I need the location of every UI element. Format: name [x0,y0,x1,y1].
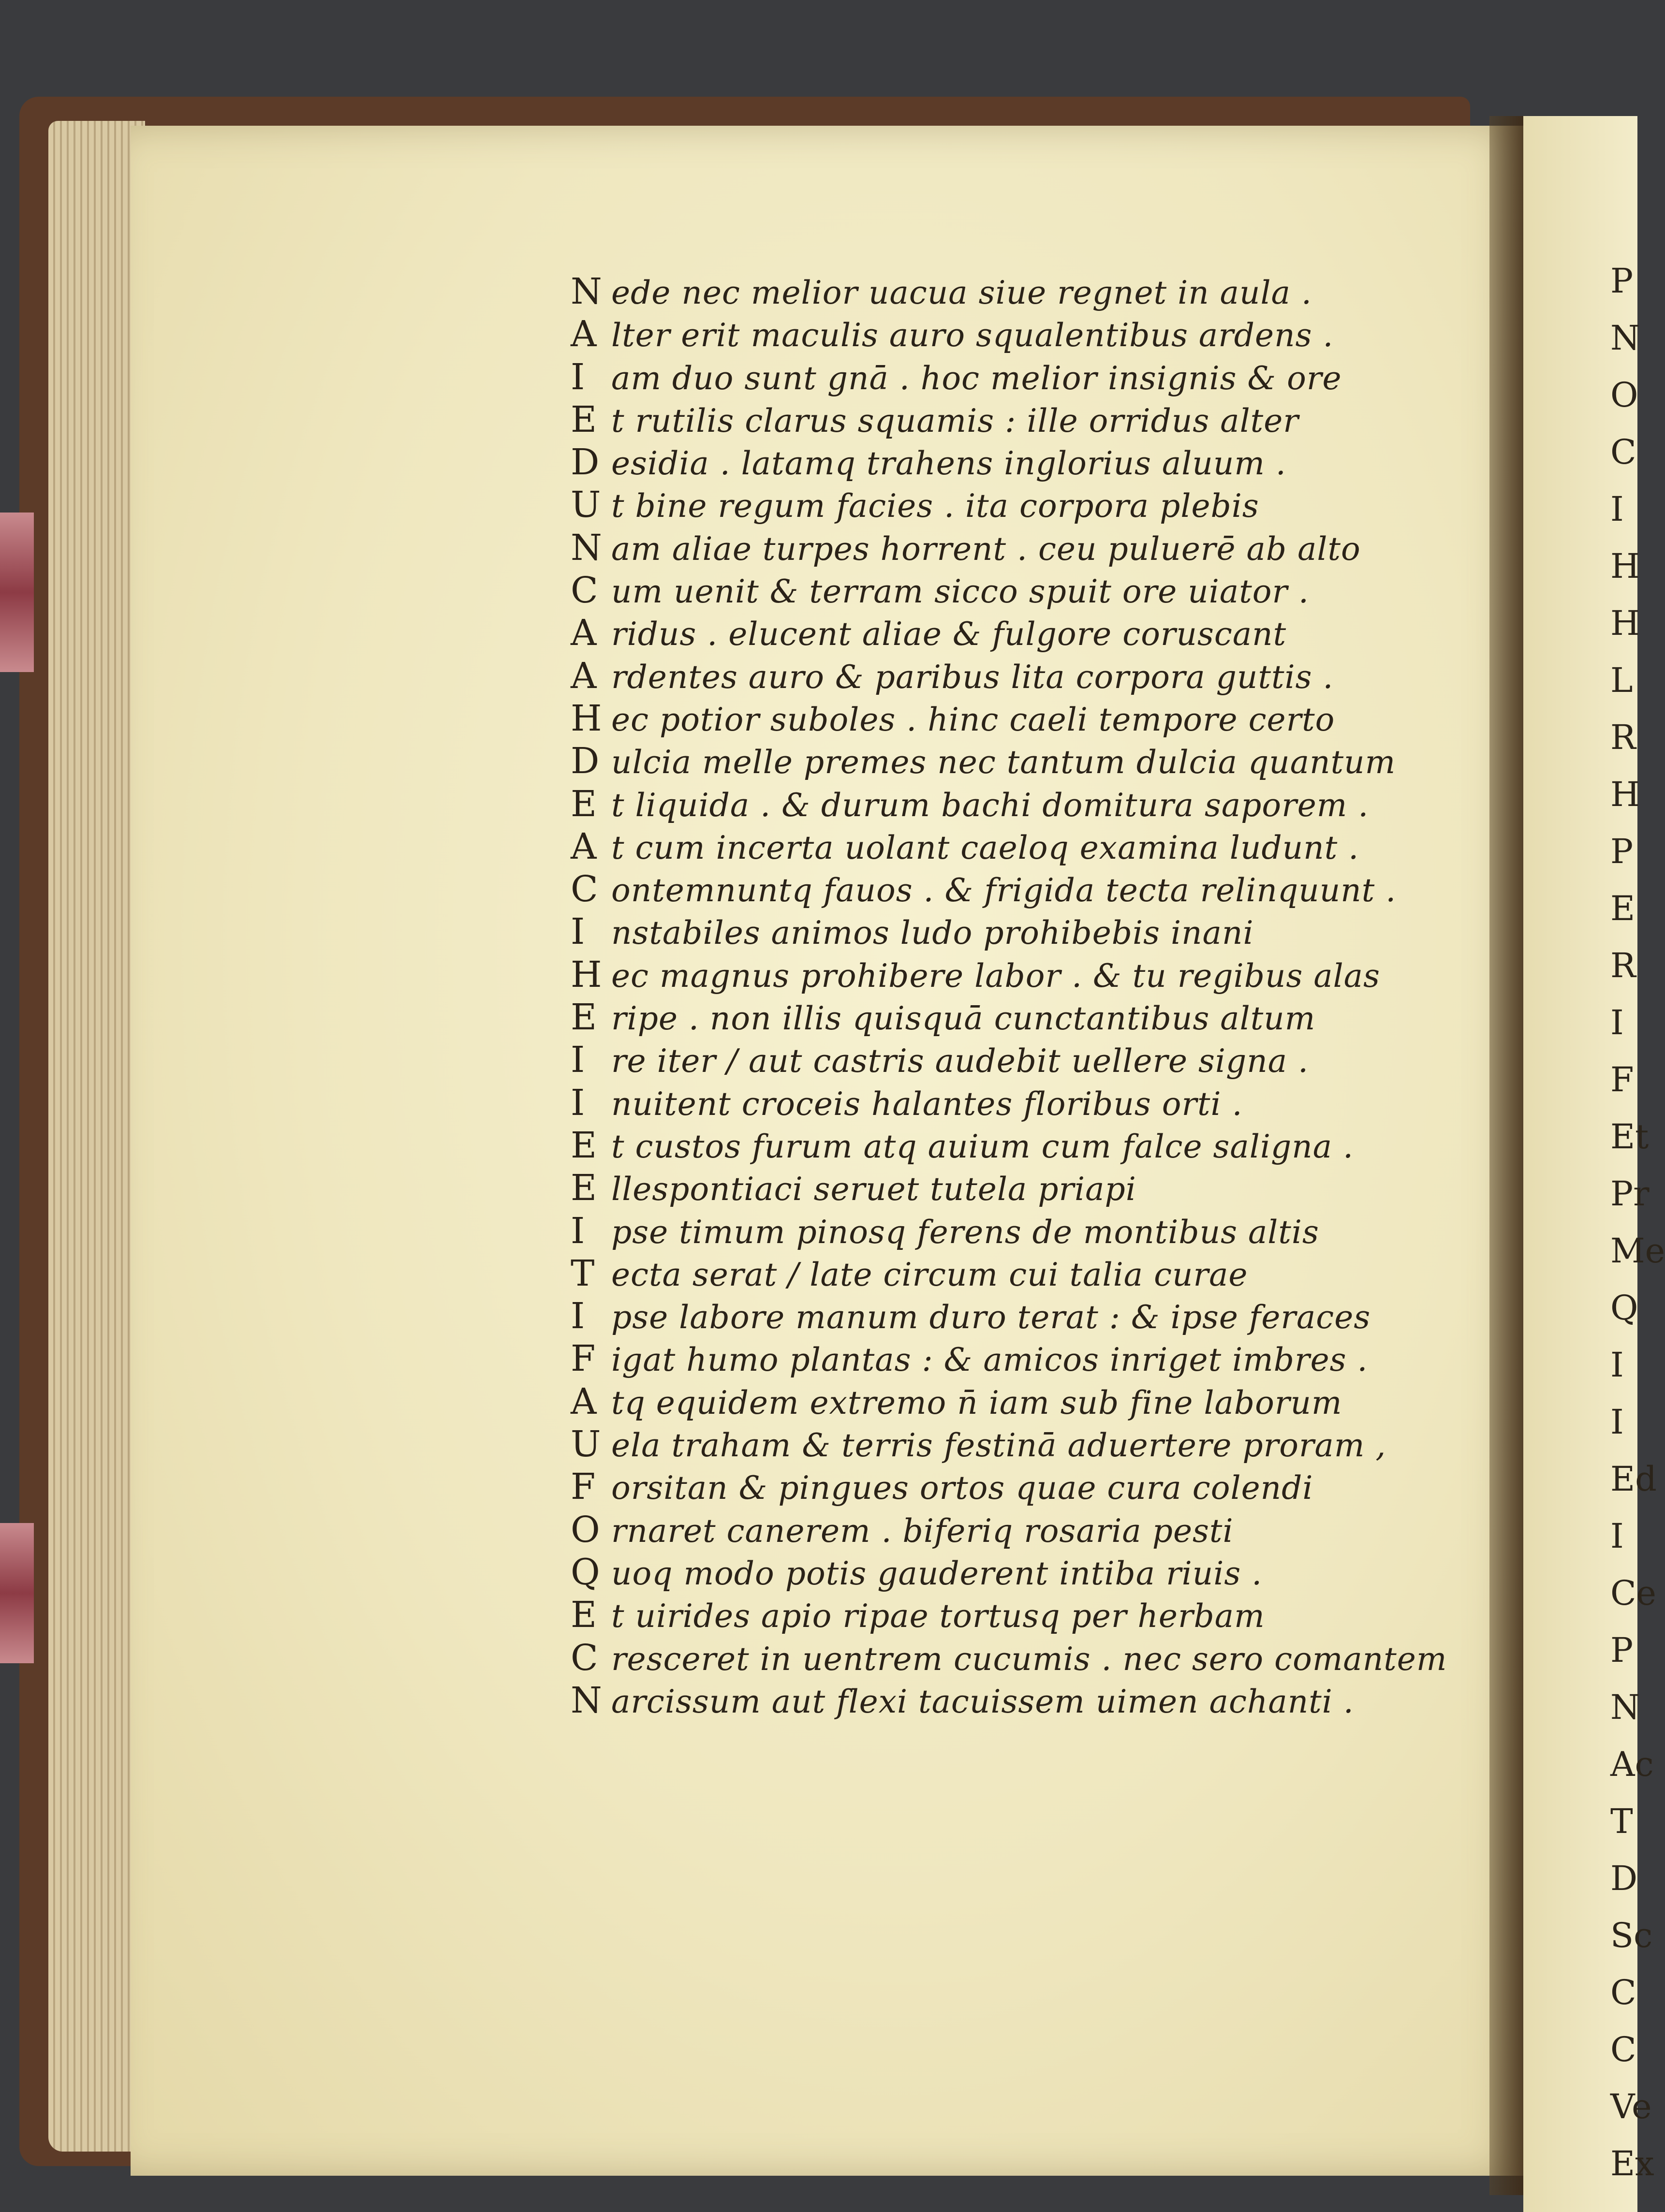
line-initial: A [571,1380,597,1422]
facing-page-initial: H [1610,546,1640,586]
line-text: rnaret canerem . biferiq rosaria pesti [611,1512,1234,1550]
line-text: esidia . latamq trahens inglorius aluum . [611,445,1286,483]
line-text: re iter / aut castris audebit uellere signa . [611,1042,1309,1080]
line-text: ulcia melle premes nec tantum dulcia quantum [611,744,1396,781]
manuscript-line [571,953,1381,996]
facing-page-initial: O [1610,375,1638,415]
ribbon-marker-bottom [0,1523,34,1663]
line-text: nuitent croceis halantes floribus orti . [611,1085,1243,1123]
line-text: t custos furum atq auium cum falce saligna . [611,1128,1354,1165]
line-initial: H [571,697,603,739]
line-text: ec potior suboles . hinc caeli tempore certo [611,701,1335,738]
line-text: t rutilis clarus squamis : ille orridus alter [611,402,1299,439]
line-initial: E [571,783,598,825]
manuscript-line [571,1381,1369,1423]
facing-page-initial: D [1610,1859,1638,1898]
line-text: uoq modo potis gauderent intiba riuis . [611,1554,1263,1592]
facing-page-initial: T [1610,1802,1633,1841]
line-text: rdentes auro & paribus lita corpora guttis . [611,658,1334,696]
line-initial: I [571,911,586,953]
facing-page-initial: H [1610,603,1640,643]
line-initial: I [571,1210,586,1252]
line-text: t cum incerta uolant caeloq examina ludunt . [611,829,1359,866]
manuscript-line [571,484,1369,527]
line-initial: T [571,1252,595,1294]
facing-page-initial: P [1610,832,1634,871]
line-initial: A [571,655,597,697]
facing-page-initial: P [1610,1630,1634,1670]
facing-page-initial: I [1610,1516,1624,1556]
facing-page-initial: E [1610,889,1636,928]
line-initial: D [571,740,600,782]
line-initial: E [571,996,598,1039]
line-initial: C [571,868,599,910]
facing-page-initial: Et [1610,1117,1649,1157]
manuscript-line [571,570,1369,612]
manuscript-line [571,1125,1369,1167]
facing-page-initial: F [1610,1060,1634,1099]
line-initial: F [571,1338,596,1380]
line-text: t bine regum facies . ita corpora plebis [611,487,1259,525]
manuscript-line [571,271,1369,313]
line-text: ontemnuntq fauos . & frigida tecta relinquunt . [611,872,1397,909]
line-initial: E [571,1594,598,1636]
facing-page-initial: N [1610,1687,1640,1727]
facing-page-initial: I [1610,1402,1624,1442]
facing-page-initial: P [1610,261,1634,301]
line-text: orsitan & pingues ortos quae cura colendi [611,1469,1313,1507]
facing-page-initial: Ve [1610,2087,1652,2126]
line-text: t liquida . & durum bachi domitura saporem . [611,786,1369,824]
manuscript-line [571,1680,1369,1722]
line-initial: N [571,271,603,312]
line-initial: E [571,1124,598,1166]
line-initial: I [571,1295,586,1337]
line-text: am duo sunt gnā . hoc melior insignis & ore [611,359,1342,397]
line-initial: N [571,527,603,569]
facing-page-initial: C [1610,432,1636,472]
line-initial: A [571,825,597,867]
manuscript-line [571,698,1369,740]
manuscript-line [571,1637,1447,1680]
line-text: ridus . elucent aliae & fulgore coruscant [611,615,1287,653]
line-text: pse timum pinosq ferens de montibus altis [611,1213,1319,1251]
manuscript-line [571,1210,1369,1253]
manuscript-line [571,996,1369,1039]
manuscript-line [571,911,1369,953]
line-initial: F [571,1466,596,1508]
facing-page-initial: I [1610,489,1624,529]
manuscript-line [571,1466,1369,1509]
line-initial: C [571,1637,599,1679]
manuscript-line [571,1509,1369,1552]
manuscript-line [571,740,1396,783]
facing-page-initial: Me [1610,1231,1665,1271]
manuscript-line [571,527,1369,570]
manuscript-line [571,1039,1369,1082]
manuscript-line [571,1082,1369,1125]
facing-page-initial: R [1610,718,1636,757]
facing-page [1523,116,1665,2212]
manuscript-line [571,1167,1369,1210]
line-text: um uenit & terram sicco spuit ore uiator . [611,573,1309,611]
facing-page-initial: Q [1610,1288,1638,1328]
line-initial: U [571,1423,602,1465]
line-initial: E [571,1167,598,1209]
line-initial: A [571,313,597,355]
manuscript-line [571,868,1397,911]
manuscript-line [571,1423,1386,1466]
line-initial: Q [571,1551,601,1593]
manuscript-line [571,1295,1369,1338]
facing-page-initial: Ac [1610,1744,1654,1784]
facing-page-initial: C [1610,2030,1636,2069]
manuscript-line [571,441,1369,484]
line-initial: I [571,356,586,398]
line-text: igat humo plantas : & amicos inriget imbres . [611,1341,1368,1379]
line-text: ela traham & terris festinā aduertere proram , [611,1427,1386,1465]
manuscript-line [571,1552,1369,1594]
line-text: ripe . non illis quisquā cunctantibus altum [611,1000,1316,1038]
line-text: tq equidem extremo n̄ iam sub fine laborum [611,1384,1342,1421]
line-text: ede nec melior uacua siue regnet in aula . [611,274,1312,311]
line-initial: I [571,1039,586,1081]
manuscript-line [571,1594,1369,1637]
line-text: ec magnus prohibere labor . & tu regibus alas [611,957,1381,995]
line-initial: C [571,570,599,612]
book-gutter [1489,116,1528,2195]
facing-page-initial: N [1610,318,1640,358]
line-text: am aliae turpes horrent . ceu puluerē ab alto [611,530,1361,568]
facing-page-initial: C [1610,1973,1636,2012]
line-initial: E [571,398,598,440]
manuscript-line [571,655,1369,698]
line-initial: I [571,1082,586,1124]
manuscript-line [571,399,1369,441]
line-text: nstabiles animos ludo prohibebis inani [611,914,1254,952]
line-text: arcissum aut flexi tacuissem uimen achanti . [611,1683,1354,1720]
manuscript-text [571,271,1447,1722]
line-initial: D [571,441,600,483]
ribbon-marker-top [0,513,34,672]
facing-page-initial: I [1610,1003,1624,1042]
facing-page-initial: H [1610,775,1640,814]
line-text: lter erit maculis auro squalentibus ardens . [611,317,1334,354]
line-text: t uirides apio ripae tortusq per herbam [611,1597,1265,1635]
facing-page-initial: Pr [1610,1174,1650,1214]
manuscript-line [571,612,1369,655]
line-text: pse labore manum duro terat : & ipse feraces [611,1299,1371,1336]
line-text: ecta serat / late circum cui talia curae [611,1256,1248,1293]
manuscript-line [571,783,1369,826]
facing-page-initial: L [1610,660,1633,700]
facing-page-initial: R [1610,946,1636,985]
facing-page-initial: Ce [1610,1573,1656,1613]
manuscript-line [571,1253,1369,1295]
manuscript-line [571,356,1369,399]
line-initial: O [571,1509,601,1551]
facing-page-initial: I [1610,1345,1624,1385]
line-initial: A [571,612,597,654]
facing-page-initial: Sc [1610,1916,1653,1955]
line-text: llespontiaci seruet tutela priapi [611,1171,1136,1208]
line-initial: N [571,1679,603,1721]
line-initial: H [571,953,603,996]
manuscript-line [571,313,1369,356]
facing-page-initial: Ed [1610,1459,1657,1499]
facing-page-initial: Ex [1610,2144,1654,2183]
manuscript-line [571,826,1369,868]
line-initial: U [571,484,602,526]
line-text: resceret in uentrem cucumis . nec sero comantem [611,1640,1447,1678]
manuscript-line [571,1338,1369,1380]
